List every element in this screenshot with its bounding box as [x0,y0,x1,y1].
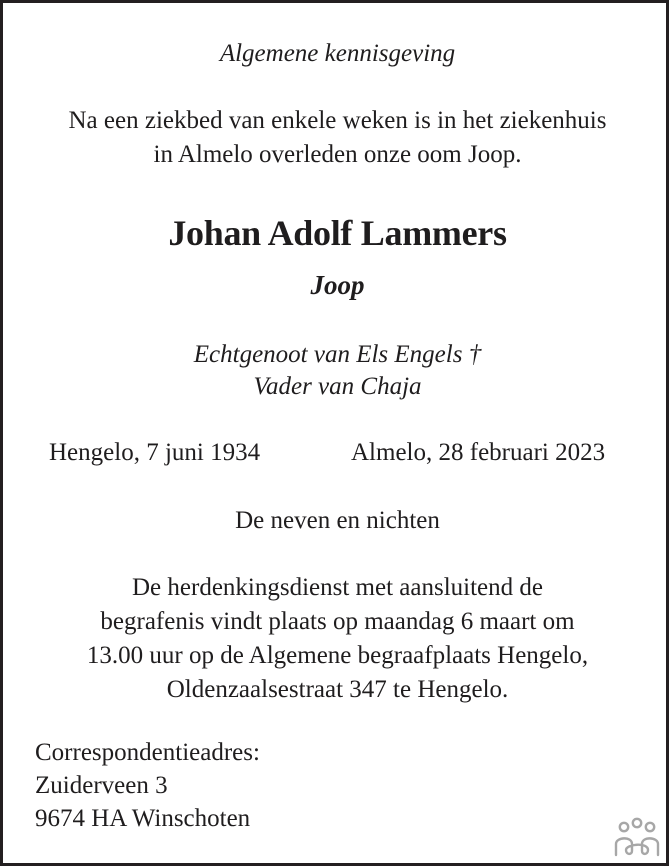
death-date-place: Almelo, 28 februari 2023 [351,439,606,466]
deceased-nickname: Joop [310,270,365,300]
correspondence-street: Zuiderveen 3 [35,772,168,799]
people-group-icon [614,817,660,857]
deceased-full-name: Johan Adolf Lammers [168,213,507,253]
intro-line-2: in Almelo overleden onze oom Joop. [153,141,522,168]
intro-line-1: Na een ziekbed van enkele weken is in het ziekenhuis [68,107,607,134]
notice-header: Algemene kennisgeving [219,40,456,67]
correspondence-label: Correspondentieadres: [35,739,260,766]
service-line-4: Oldenzaalsestraat 347 te Hengelo. [166,676,509,703]
correspondence-city: 9674 HA Winschoten [35,805,251,832]
service-line-2: begrafenis vindt plaats op maandag 6 maart om [100,608,575,635]
relation-line-1: Echtgenoot van Els Engels † [193,341,482,368]
service-line-1: De herdenkingsdienst met aansluitend de [132,574,543,601]
signed-by: De neven en nichten [235,507,440,534]
birth-date-place: Hengelo, 7 juni 1934 [49,439,261,466]
service-line-3: 13.00 uur op de Algemene begraafplaats Hengelo, [86,642,589,669]
relation-line-2: Vader van Chaja [253,373,422,400]
